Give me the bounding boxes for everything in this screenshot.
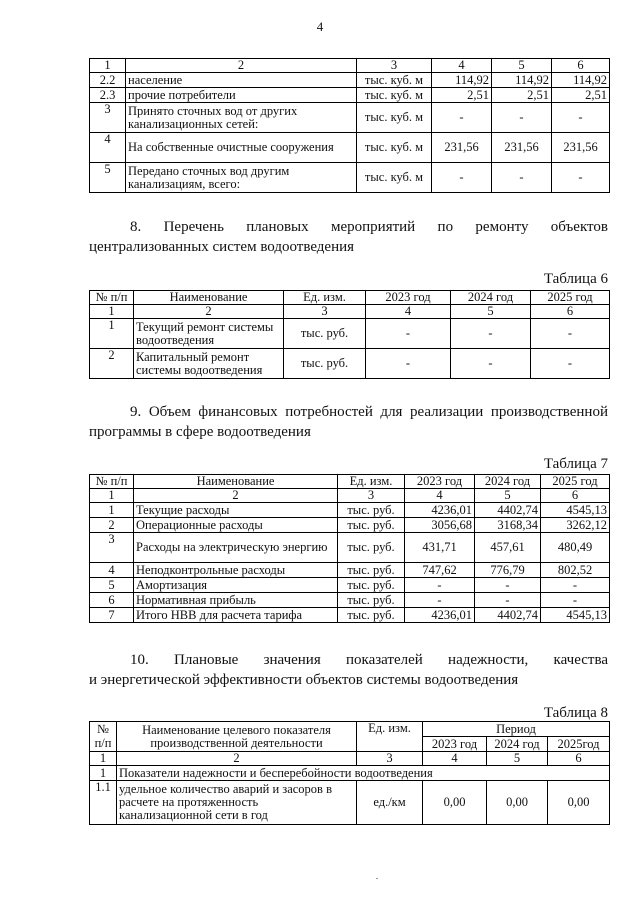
row-name: Итого НВВ для расчета тарифа [134,608,338,623]
header-cell-year: 2024 год [487,737,548,752]
row-number: 2 [90,518,134,533]
column-number: 1 [90,752,117,766]
row-value: - [541,593,610,608]
column-number: 2 [117,752,357,766]
column-number: 5 [451,305,531,319]
row-value: 231,56 [552,133,610,163]
row-value: 231,56 [432,133,492,163]
row-number: 1.1 [90,781,117,825]
column-number: 3 [357,752,423,766]
table-row [90,88,610,103]
header-cell-period: Период [423,722,610,737]
header-cell: Наименование [134,291,284,305]
row-name: Амортизация [134,578,338,593]
header-cell: 5 [492,59,552,73]
row-value: - [552,163,610,193]
row-value: - [531,349,610,379]
header-cell: 2023 год [366,291,451,305]
header-cell-year: 2025год [548,737,610,752]
table-financial-needs [89,474,610,623]
column-number: 6 [541,489,610,503]
table-row [90,103,610,133]
header-cell-number-bottom: п/п [90,737,117,752]
table-6-caption: Таблица 6 [543,271,608,287]
header-cell: Ед. изм. [338,475,405,489]
row-value: 4236,01 [405,503,475,518]
header-cell: 1 [90,59,126,73]
row-number: 4 [90,133,126,163]
row-value: 4236,01 [405,608,475,623]
table-wastewater-balance [89,58,610,193]
row-name: Операционные расходы [134,518,338,533]
row-number: 6 [90,593,134,608]
row-value: - [432,163,492,193]
row-value: 0,00 [548,781,610,825]
row-value: 0,00 [487,781,548,825]
row-value: - [492,103,552,133]
table-reliability-indicators [89,721,610,825]
header-cell-indicator: Наименование целевого показателя производственной деятельности [117,722,357,752]
row-value: - [405,593,475,608]
section-9-heading-line1: 9. Объем финансовых потребностей для реализации производственной [130,404,608,420]
row-value: - [405,578,475,593]
row-value: 114,92 [492,73,552,88]
row-name: Принято сточных вод от других канализационных сетей: [126,103,357,133]
row-unit: тыс. руб. [338,503,405,518]
row-number: 7 [90,608,134,623]
header-cell: 2025 год [541,475,610,489]
row-value: 747,62 [405,563,475,578]
table-row [90,608,610,623]
row-value: - [366,349,451,379]
column-number: 2 [134,489,338,503]
table-8-caption: Таблица 8 [543,705,608,721]
row-unit: тыс. руб. [338,563,405,578]
row-name: На собственные очистные сооружения [126,133,357,163]
row-value: - [432,103,492,133]
row-name: Текущий ремонт системы водоотведения [134,319,284,349]
column-number: 1 [90,305,134,319]
row-number: 3 [90,103,126,133]
column-number: 6 [531,305,610,319]
row-value: - [552,103,610,133]
row-number: 5 [90,163,126,193]
table-row [90,319,610,349]
row-value: - [541,578,610,593]
header-cell-unit: Ед. изм. [357,722,423,752]
page-number: 4 [316,19,324,34]
table-repair-measures [89,290,610,379]
section-8-heading-line1: 8. Перечень плановых мероприятий по ремонту объектов [130,219,608,235]
table-header-row [90,291,610,305]
table-row [90,518,610,533]
row-unit: тыс. куб. м [357,133,432,163]
row-value: - [475,593,541,608]
row-unit: тыс. руб. [338,578,405,593]
row-name: Передано сточных вод другим канализациям, всего: [126,163,357,193]
table-row [90,73,610,88]
row-name: население [126,73,357,88]
table-row [90,593,610,608]
row-unit: тыс. руб. [338,518,405,533]
row-unit: тыс. куб. м [357,103,432,133]
table-header-row [90,59,610,73]
row-number: 1 [90,503,134,518]
header-cell: 2024 год [451,291,531,305]
row-value: - [475,578,541,593]
row-value: 776,79 [475,563,541,578]
header-cell-number-top: № [90,722,117,737]
row-name: Неподконтрольные расходы [134,563,338,578]
column-number: 3 [284,305,366,319]
row-value: 457,61 [475,533,541,563]
row-value: 2,51 [552,88,610,103]
table-row [90,781,610,825]
column-number: 4 [366,305,451,319]
row-unit: тыс. куб. м [357,163,432,193]
row-value: 3168,34 [475,518,541,533]
table-header-row [90,722,610,737]
table-row [90,503,610,518]
row-value: 0,00 [423,781,487,825]
row-name: Текущие расходы [134,503,338,518]
row-value: 231,56 [492,133,552,163]
table-row [90,533,610,563]
row-value: 4402,74 [475,503,541,518]
scan-speck [376,878,378,879]
row-number: 4 [90,563,134,578]
header-cell: 3 [357,59,432,73]
header-cell-year: 2023 год [423,737,487,752]
row-unit: тыс. руб. [338,533,405,563]
row-name: Капитальный ремонт системы водоотведения [134,349,284,379]
header-cell: Ед. изм. [284,291,366,305]
group-row [90,766,610,781]
row-value: 480,49 [541,533,610,563]
table-row [90,563,610,578]
row-value: 3056,68 [405,518,475,533]
column-number: 6 [548,752,610,766]
group-number: 1 [90,766,117,781]
column-number: 1 [90,489,134,503]
row-value: - [366,319,451,349]
column-number: 4 [405,489,475,503]
row-value: 114,92 [432,73,492,88]
row-unit: тыс. руб. [338,593,405,608]
row-value: 4402,74 [475,608,541,623]
row-unit: тыс. руб. [338,608,405,623]
table-row [90,349,610,379]
section-10-heading-line2: и энергетической эффективности объектов системы водоотведения [89,672,519,688]
row-value: 2,51 [432,88,492,103]
row-value: 802,52 [541,563,610,578]
column-number: 2 [134,305,284,319]
row-value: - [451,349,531,379]
header-cell: 2024 год [475,475,541,489]
column-number: 3 [338,489,405,503]
row-value: - [492,163,552,193]
header-cell: 2 [126,59,357,73]
group-title: Показатели надежности и бесперебойности водоотведения [117,766,610,781]
row-value: 3262,12 [541,518,610,533]
column-numbers-row [90,752,610,766]
header-cell: 2023 год [405,475,475,489]
header-cell: № п/п [90,475,134,489]
row-name: Расходы на электрическую энергию [134,533,338,563]
header-cell: № п/п [90,291,134,305]
table-row [90,163,610,193]
column-number: 4 [423,752,487,766]
row-value: - [451,319,531,349]
row-value: 4545,13 [541,608,610,623]
row-name: прочие потребители [126,88,357,103]
section-8-heading-line2: централизованных систем водоотведения [89,239,355,255]
table-header-row [90,475,610,489]
table-row [90,578,610,593]
row-value: - [531,319,610,349]
table-7-caption: Таблица 7 [543,456,608,472]
header-cell: Наименование [134,475,338,489]
row-number: 3 [90,533,134,563]
row-unit: тыс. куб. м [357,88,432,103]
row-value: 4545,13 [541,503,610,518]
column-numbers-row [90,305,610,319]
row-name: удельное количество аварий и засоров в расчете на протяженность канализационной сети в год [117,781,357,825]
row-unit: тыс. руб. [284,319,366,349]
section-9-heading-line2: программы в сфере водоотведения [89,424,311,440]
row-value: 431,71 [405,533,475,563]
row-unit: тыс. куб. м [357,73,432,88]
table-row [90,133,610,163]
row-unit: тыс. руб. [284,349,366,379]
row-value: 114,92 [552,73,610,88]
row-number: 2 [90,349,134,379]
row-number: 1 [90,319,134,349]
row-number: 2.3 [90,88,126,103]
column-number: 5 [475,489,541,503]
column-numbers-row [90,489,610,503]
header-cell: 4 [432,59,492,73]
row-number: 5 [90,578,134,593]
header-cell: 6 [552,59,610,73]
row-number: 2.2 [90,73,126,88]
column-number: 5 [487,752,548,766]
header-cell: 2025 год [531,291,610,305]
section-10-heading-line1: 10. Плановые значения показателей надежности, качества [130,652,608,668]
row-name: Нормативная прибыль [134,593,338,608]
row-unit: ед./км [357,781,423,825]
row-value: 2,51 [492,88,552,103]
